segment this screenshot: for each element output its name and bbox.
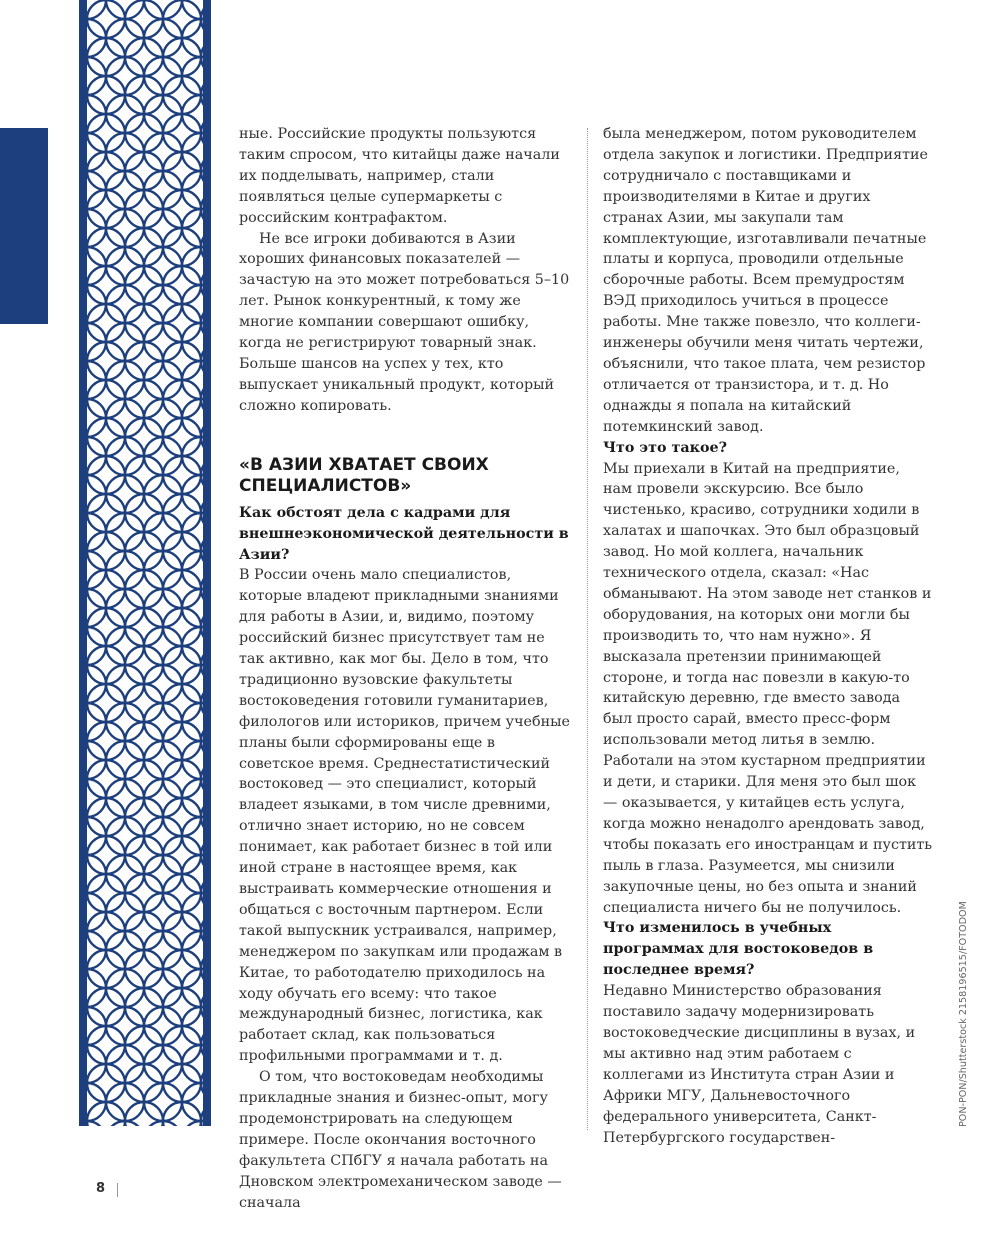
page-number: 8: [96, 1181, 106, 1196]
article-column-right: [603, 124, 933, 1148]
paragraph: Мы приехали в Китай на предприятие, нам провели экскурсию. Все было чистенько, красиво, сотрудники ходили в халатах и шапочках. Это был образцовый завод. Но мой коллега, начальник технического отдела, сказал: «Нас обманывают. На этом заводе нет станков и оборудования, на которых они могли бы производить то, что нам нужно». Я высказала претензии принимающей стороне, и тогда нас повезли в какую-то китайскую деревню, где вместо завода был просто сарай, вместо пресс-форм использовали метод литья в землю. Работали на этом кустарном предприятии и дети, и старики. Для меня это был шок — оказывается, у китайцев есть услуга, когда можно ненадолго арендовать завод, чтобы показать его иностранцам и пустить пыль в глаза. Разумеется, мы снизили закупочные цены, но без опыта и знаний специалиста ничего бы не получилось.: [603, 460, 933, 916]
decorative-circle-pattern: [79, 0, 211, 1126]
interview-question: Что это такое?: [603, 439, 727, 456]
interview-question: Что изменилось в учебных программах для востоковедов в последнее время?: [603, 920, 874, 979]
interview-question: Как обстоят дела с кадрами для внешнеэкономической деятельности в Азии?: [239, 504, 569, 563]
paragraph: ные. Российские продукты пользуются таким спросом, что китайцы даже начали их подделывать, например, стали появляться целые супермаркеты с российским контрафактом.: [239, 126, 560, 226]
paragraph: Недавно Министерство образования поставило задачу модернизировать востоковедческие дисциплины в вузах, и мы активно над этим работаем с коллегами из Института стран Азии и Африки МГУ, Дальневосточного федерального университета, Санкт-Петербургского государствен-: [603, 983, 916, 1146]
section-heading: «В АЗИИ ХВАТАЕТ СВОИХ СПЕЦИАЛИСТОВ»: [239, 454, 489, 496]
paragraph: В России очень мало специалистов, которые владеют прикладными знаниями для работы в Азии, и, видимо, поэтому российский бизнес присутствует там не так активно, как мог бы. Дело в том, что традиционно вузовские факультеты востоковедения готовили гуманитариев, филологов или историков, причем учебные планы были сформированы еще в советское время. Среднестатистический востоковед — это специалист, который владеет языками, в том числе древними, отлично знает историю, но не совсем понимает, как работает бизнес в той или иной стране в настоящее время, как выстраивать коммерческие отношения и общаться с восточным партнером. Если такой выпускник устраивался, например, менеджером по закупкам или продажам в Китае, то работодателю приходилось на ходу обучать его всему: что такое международный бизнес, логистика, как работает склад, как пользоваться профильными программами и т. д.: [239, 567, 570, 1065]
article-column-left: [239, 124, 573, 1214]
column-divider: [587, 128, 589, 1130]
paragraph: была менеджером, потом руководителем отдела закупок и логистики. Предприятие сотрудничало с поставщиками и производителями в Китае и других странах Азии, мы закупали там комплектующие, изготавливали печатные платы и корпуса, проводили отдельные сборочные работы. Всем премудростям ВЭД приходилось учиться в процессе работы. Мне также повезло, что коллеги-инженеры обучили меня читать чертежи, объяснили, что такое плата, чем резистор отличается от транзистора, и т. д. Но однажды я попала на китайский потемкинский завод.: [603, 126, 929, 435]
page-number-divider: [117, 1183, 118, 1197]
paragraph: О том, что востоковедам необходимы прикладные знания и бизнес-опыт, могу продемонстрировать на следующем примере. После окончания восточного факультета СПбГУ я начала работать на Дновском электромеханическом заводе — сначала: [239, 1069, 562, 1211]
photo-credit: PON-PON/Shutterstock 2158196515/FOTODOM: [958, 901, 969, 1127]
blue-side-tab: [0, 128, 48, 324]
paragraph: Не все игроки добиваются в Азии хороших финансовых показателей — зачастую на это может потребоваться 5–10 лет. Рынок конкурентный, к тому же многие компании совершают ошибку, когда не регистрируют товарный знак. Больше шансов на успех у тех, кто выпускает уникальный продукт, который сложно копировать.: [239, 230, 570, 414]
